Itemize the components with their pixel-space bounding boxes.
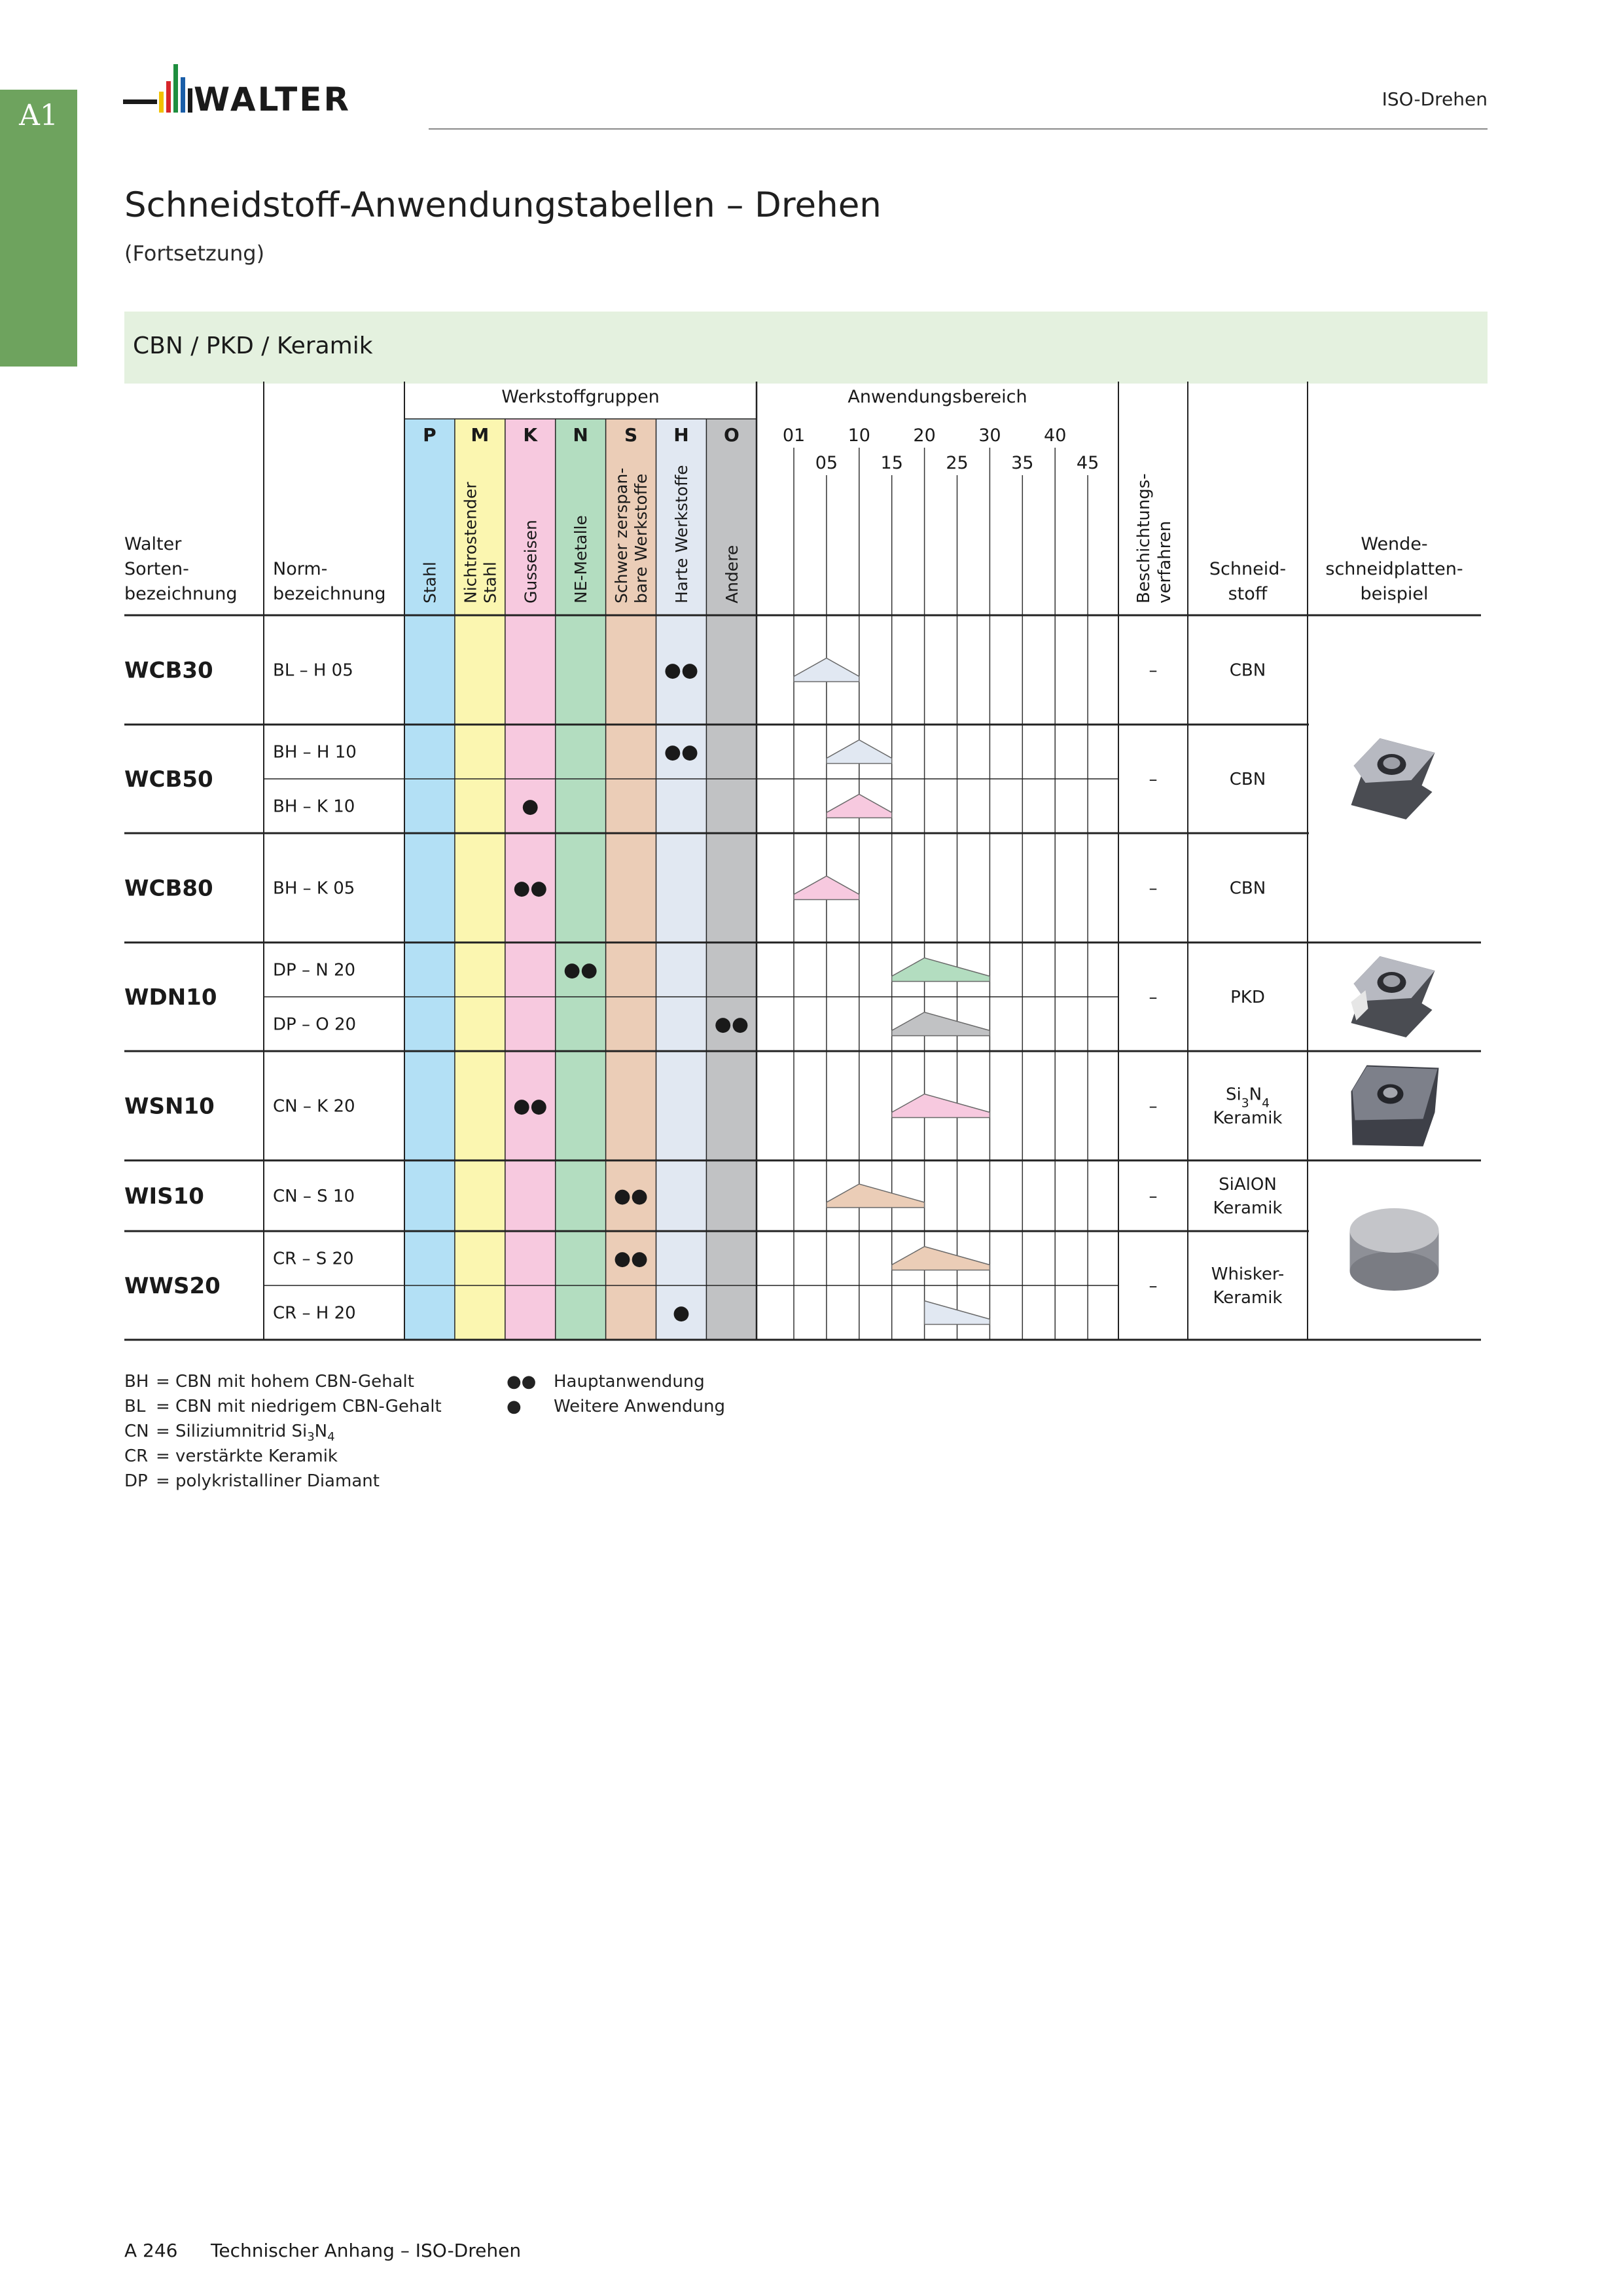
group-code-p: P: [423, 424, 437, 446]
section-label: ISO-Drehen: [1382, 88, 1488, 110]
material-value: Keramik: [1213, 1198, 1283, 1218]
header-material: stoff: [1228, 584, 1268, 604]
coating-value: –: [1149, 660, 1158, 681]
application-marks: ●●: [513, 1094, 548, 1118]
range-tick-bottom: 15: [880, 453, 903, 473]
range-wedge: [794, 658, 859, 682]
group-code-m: M: [471, 424, 490, 446]
range-tick-top: 20: [913, 425, 936, 446]
legend-abbr-text: = polykristalliner Diamant: [156, 1471, 380, 1491]
grade-name: WCB80: [124, 875, 213, 902]
application-marks: ●●: [613, 1247, 649, 1270]
range-tick-bottom: 25: [946, 453, 969, 473]
group-code-h: H: [673, 424, 689, 446]
legend-mark-symbol: ●●: [507, 1372, 537, 1391]
application-marks: ●●: [513, 876, 548, 900]
insert-image-round-top: [1350, 1208, 1439, 1253]
legend-abbr-row: [124, 1397, 442, 1416]
header-grade: Sorten-: [124, 559, 189, 579]
section-band-label: CBN / PKD / Keramik: [133, 332, 373, 359]
insert-image-round: [1350, 1208, 1439, 1291]
header-norm: bezeichnung: [273, 584, 386, 604]
legend-abbr-row: [124, 1422, 335, 1444]
legend-abbr-key: DP: [124, 1471, 148, 1491]
range-tick-top: 01: [782, 425, 806, 446]
header-material: Schneid-: [1209, 559, 1287, 579]
group-name-s: bare Werkstoffe: [632, 473, 651, 603]
norm-code: BH – H 10: [273, 742, 357, 762]
group-name-p: Stahl: [420, 562, 440, 603]
group-name-k: Gusseisen: [521, 520, 541, 603]
norm-code: BH – K 10: [273, 797, 355, 817]
legend-abbr-text: = verstärkte Keramik: [156, 1446, 338, 1466]
norm-code: DP – N 20: [273, 960, 356, 980]
norm-code: DP – O 20: [273, 1014, 357, 1035]
legend-abbr-key: CR: [124, 1446, 149, 1466]
grade-name: WCB50: [124, 766, 213, 793]
header-norm: Norm-: [273, 559, 328, 579]
range-wedge: [827, 740, 892, 764]
group-name-o: Andere: [722, 545, 741, 603]
insert-image-rhombic: [1351, 1066, 1439, 1147]
range-wedge: [827, 795, 892, 818]
header-grade: Walter: [124, 534, 182, 554]
insert-image-pcd-hole-inner: [1383, 975, 1400, 987]
application-marks: ●: [522, 795, 539, 818]
legend-abbr-row: [124, 1372, 414, 1391]
range-tick-top: 30: [978, 425, 1001, 446]
coating-value: –: [1149, 770, 1158, 789]
group-column-p: [404, 419, 455, 1340]
brand-wordmark: WALTER: [194, 81, 351, 118]
header-insert: beispiel: [1360, 584, 1429, 604]
range-tick-top: 40: [1044, 425, 1067, 446]
header-grade: bezeichnung: [124, 584, 238, 604]
legend-mark-text: Weitere Anwendung: [554, 1397, 725, 1416]
legend-mark-symbol: ●: [507, 1397, 522, 1416]
header-insert: schneidplatten-: [1325, 559, 1463, 579]
range-tick-top: 10: [847, 425, 870, 446]
group-code-k: K: [523, 424, 538, 446]
material-value: Whisker-: [1211, 1265, 1285, 1284]
material-value: PKD: [1230, 988, 1265, 1007]
insert-image-round-bottom: [1350, 1251, 1439, 1291]
norm-code: CN – S 10: [273, 1187, 355, 1206]
range-wedge: [892, 1094, 990, 1118]
legend-abbr-key: CN: [124, 1422, 149, 1441]
insert-image-pcd: [1351, 956, 1435, 1037]
group-name-m: Nichtrostender: [461, 482, 480, 603]
group-name-n: NE-Metalle: [571, 515, 591, 603]
groups-title: Werkstoffgruppen: [501, 387, 660, 407]
norm-code: BL – H 05: [273, 660, 353, 681]
range-wedge: [892, 1247, 990, 1270]
application-marks: ●●: [714, 1013, 749, 1036]
grade-name: WSN10: [124, 1093, 215, 1120]
material-value: Keramik: [1213, 1108, 1283, 1128]
application-marks: ●●: [664, 658, 699, 682]
norm-code: BH – K 05: [273, 878, 355, 899]
insert-image-square: [1351, 738, 1435, 819]
range-wedge: [892, 1013, 990, 1036]
insert-image-rhombic-hole-inner: [1383, 1088, 1398, 1098]
legend-abbr-text: = CBN mit niedrigem CBN-Gehalt: [156, 1397, 442, 1416]
insert-image-square-hole-inner: [1383, 757, 1400, 769]
range-title: Anwendungsbereich: [847, 387, 1027, 407]
norm-code: CN – K 20: [273, 1096, 355, 1117]
group-name-m: Stahl: [480, 562, 500, 603]
grade-name: WDN10: [124, 984, 217, 1011]
legend-mark-row: [507, 1397, 725, 1416]
coating-value: –: [1149, 878, 1158, 899]
material-value: CBN: [1229, 878, 1266, 899]
range-tick-bottom: 35: [1011, 453, 1034, 473]
legend-abbr-key: BH: [124, 1372, 149, 1391]
page-title: Schneidstoff-Anwendungstabellen – Drehen: [124, 185, 882, 225]
coating-value: –: [1149, 1096, 1158, 1117]
legend-abbr-key: BL: [124, 1397, 146, 1416]
legend-abbr-row: [124, 1446, 338, 1466]
grade-name: WWS20: [124, 1273, 221, 1299]
legend-mark-text: Hauptanwendung: [554, 1372, 705, 1391]
coating-value: –: [1149, 1276, 1158, 1296]
group-code-s: S: [624, 424, 638, 446]
header-insert: Wende-: [1361, 534, 1428, 554]
page-number: A 246: [124, 2240, 178, 2261]
range-tick-bottom: 05: [815, 453, 838, 473]
material-value: Keramik: [1213, 1288, 1283, 1308]
material-value: SiAlON: [1219, 1175, 1277, 1194]
footer-text: Technischer Anhang – ISO-Drehen: [211, 2240, 522, 2261]
application-marks: ●: [672, 1301, 690, 1325]
material-value: CBN: [1229, 660, 1266, 681]
range-wedge: [892, 958, 990, 982]
coating-value: –: [1149, 988, 1158, 1007]
range-wedge: [794, 876, 859, 900]
legend-abbr-row: [124, 1471, 380, 1491]
legend-abbr-text: = CBN mit hohem CBN-Gehalt: [156, 1372, 414, 1391]
material-value: CBN: [1229, 770, 1266, 789]
norm-code: CR – H 20: [273, 1303, 356, 1323]
range-tick-bottom: 45: [1076, 453, 1099, 473]
grade-name: WCB30: [124, 657, 213, 684]
group-code-o: O: [723, 424, 740, 446]
material-value: $Si_3N_4$: [1226, 1085, 1270, 1110]
application-marks: ●●: [563, 958, 598, 982]
chapter-tab-label: A1: [19, 99, 58, 132]
legend-abbr-text: = Siliziumnitrid $Si_3N_4$: [156, 1422, 335, 1444]
page-subtitle: (Fortsetzung): [124, 241, 265, 266]
range-wedge: [827, 1184, 925, 1208]
application-marks: ●●: [613, 1185, 649, 1208]
application-marks: ●●: [664, 740, 699, 764]
group-name-s: Schwer zerspan-: [612, 467, 632, 603]
group-name-h: Harte Werkstoffe: [671, 465, 691, 603]
coating-value: –: [1149, 1187, 1158, 1206]
norm-code: CR – S 20: [273, 1249, 354, 1269]
group-code-n: N: [573, 424, 588, 446]
header-coating: Beschichtungs-: [1134, 473, 1154, 603]
grade-name: WIS10: [124, 1183, 204, 1210]
legend-mark-row: [507, 1372, 705, 1391]
header-coating: verfahren: [1155, 520, 1175, 603]
